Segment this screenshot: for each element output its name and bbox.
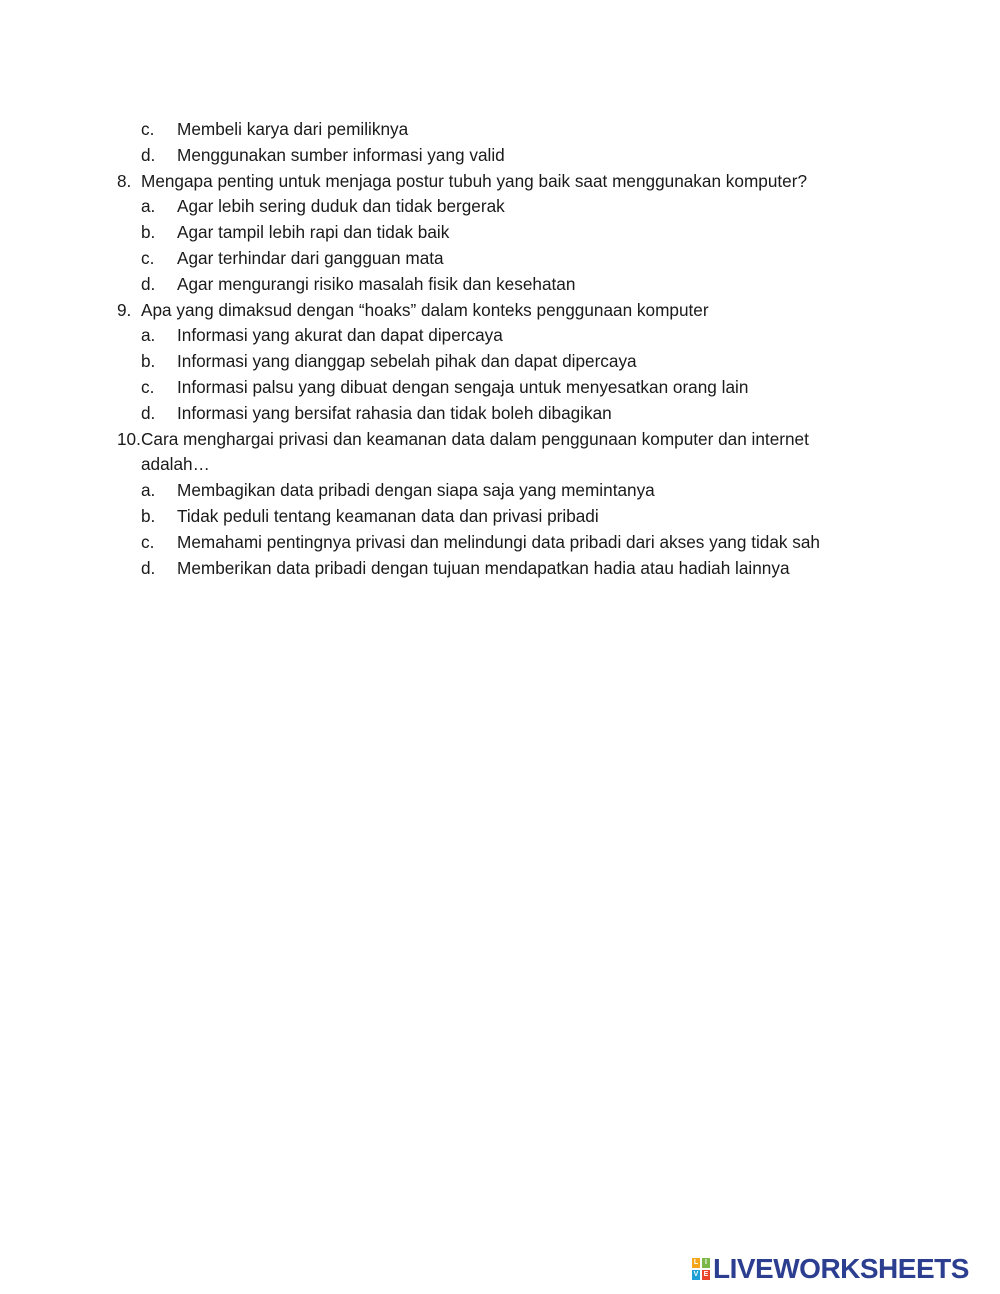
- answer-option: [0, 220, 1000, 246]
- option-letter: d.: [141, 273, 156, 294]
- option-letter: c.: [141, 247, 155, 268]
- question-number: 10.: [117, 428, 141, 449]
- answer-option: [0, 272, 1000, 298]
- option-text: Menggunakan sumber informasi yang valid: [177, 144, 505, 165]
- option-text: Membagikan data pribadi dengan siapa saja yang memintanya: [177, 480, 655, 501]
- answer-option: [0, 478, 1000, 504]
- question-9: [0, 298, 1000, 324]
- logo-block-icon: E: [703, 1271, 709, 1278]
- option-letter: c.: [141, 119, 155, 139]
- question-text: Cara menghargai privasi dan keamanan data dalam penggunaan komputer dan internet: [141, 428, 809, 449]
- option-text: Informasi palsu yang dibuat dengan sengaja untuk menyesatkan orang lain: [177, 376, 749, 397]
- question-number: 9.: [117, 299, 132, 320]
- answer-option: [0, 117, 1000, 143]
- option-text: Memberikan data pribadi dengan tujuan mendapatkan hadia atau hadiah lainnya: [177, 557, 790, 578]
- liveworksheets-logo: [692, 1254, 969, 1284]
- answer-option: [0, 530, 1000, 556]
- option-text: Tidak peduli tentang keamanan data dan privasi pribadi: [177, 505, 599, 526]
- answer-option: [0, 246, 1000, 272]
- option-text: Agar mengurangi risiko masalah fisik dan kesehatan: [177, 273, 576, 294]
- option-text: Membeli karya dari pemiliknya: [177, 119, 409, 139]
- option-letter: d.: [141, 144, 156, 165]
- option-letter: b.: [141, 505, 156, 526]
- liveworksheets-logo-icon: [692, 1258, 710, 1280]
- logo-block-icon: I: [702, 1258, 710, 1268]
- option-text: Agar tampil lebih rapi dan tidak baik: [177, 222, 450, 243]
- option-text: Informasi yang bersifat rahasia dan tidak boleh dibagikan: [177, 402, 612, 423]
- answer-option: [0, 401, 1000, 427]
- question-number: 8.: [117, 170, 132, 191]
- answer-option: [0, 194, 1000, 220]
- question-10-continuation: [0, 452, 1000, 478]
- question-10: [0, 427, 1000, 453]
- answer-option: [0, 504, 1000, 530]
- option-letter: c.: [141, 376, 155, 397]
- question-text-continuation: adalah…: [141, 454, 210, 475]
- answer-option: [0, 349, 1000, 375]
- option-text: Agar lebih sering duduk dan tidak bergerak: [177, 196, 505, 217]
- option-letter: d.: [141, 402, 156, 423]
- answer-option: [0, 556, 1000, 582]
- question-8: [0, 169, 1000, 195]
- option-letter: a.: [141, 196, 156, 217]
- logo-text: LIVEWORKSHEETS: [713, 1253, 969, 1284]
- option-letter: c.: [141, 531, 155, 552]
- option-letter: b.: [141, 222, 156, 243]
- option-letter: a.: [141, 325, 156, 346]
- option-text: Informasi yang akurat dan dapat dipercaya: [177, 325, 503, 346]
- option-letter: d.: [141, 557, 156, 578]
- question-text: Apa yang dimaksud dengan “hoaks” dalam konteks penggunaan komputer: [141, 299, 709, 320]
- option-letter: b.: [141, 351, 156, 372]
- logo-block-icon: V: [693, 1271, 699, 1278]
- question-text: Mengapa penting untuk menjaga postur tubuh yang baik saat menggunakan komputer?: [141, 170, 807, 191]
- option-text: Agar terhindar dari gangguan mata: [177, 247, 444, 268]
- answer-option: [0, 143, 1000, 169]
- option-text: Memahami pentingnya privasi dan melindungi data pribadi dari akses yang tidak sah: [177, 531, 820, 552]
- option-text: Informasi yang dianggap sebelah pihak dan dapat dipercaya: [177, 351, 637, 372]
- option-letter: a.: [141, 480, 156, 501]
- answer-option: [0, 375, 1000, 401]
- worksheet-content: [0, 117, 1000, 581]
- logo-block-icon: L: [693, 1259, 699, 1266]
- answer-option: [0, 323, 1000, 349]
